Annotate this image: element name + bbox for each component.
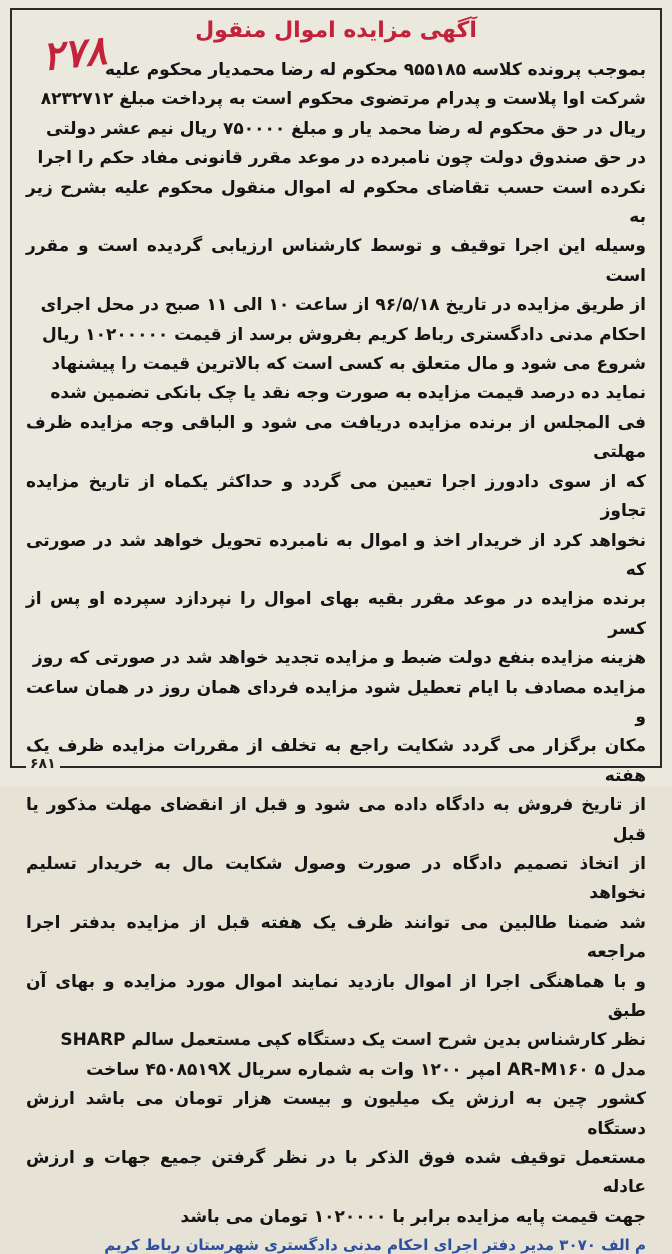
notice-body xyxy=(26,56,646,1232)
notice-title: آگهی مزایده اموال منقول xyxy=(195,18,477,43)
body-line: ریال در حق محکوم له رضا محمد یار و مبلغ ۷۵۰۰۰۰ ریال نیم عشر دولتی xyxy=(46,118,646,139)
body-line: فی المجلس از برنده مزایده دریافت می شود و الباقی وجه مزایده ظرف مهلتی xyxy=(26,412,646,463)
body-line: از تاریخ فروش به دادگاه داده می شود و قبل از انقضای مهلت مذکور یا قبل xyxy=(26,795,646,845)
body-line: نماید ده درصد قیمت مزایده به صورت وجه نقد یا چک بانکی تضمین شده xyxy=(50,383,646,404)
notice-footer-signature: م الف ۳۰۷۰ مدیر دفتر اجرای احکام مدنی دادگستری شهرستان رباط کریم xyxy=(104,1236,646,1254)
body-line: نخواهد کرد از خریدار اخذ و اموال به نامبرده تحویل خواهد شد در صورتی که xyxy=(26,530,646,580)
body-line: شد ضمنا طالبین می توانند ظرف یک هفته قبل از مزایده بدفتر اجرا مراجعه xyxy=(26,912,646,963)
body-line: بموجب پرونده کلاسه ۹۵۵۱۸۵ محکوم له رضا محمدیار محکوم علیه xyxy=(104,60,646,80)
body-line: هزینه مزایده بنفع دولت ضبط و مزایده تجدید خواهد شد در صورتی که روز xyxy=(32,648,646,669)
body-line: شروع می شود و مال متعلق به کسی است که بالاترین قیمت را پیشنهاد xyxy=(51,354,646,375)
body-line: از طریق مزایده در تاریخ ۹۶/۵/۱۸ از ساعت ۱۰ الی ۱۱ صبح در محل اجرای xyxy=(40,295,646,316)
body-line: جهت قیمت پایه مزایده برابر با ۱۰۲۰۰۰۰ تومان می باشد xyxy=(180,1206,646,1227)
body-line: مکان برگزار می گردد شکایت راجع به تخلف از مقررات مزایده ظرف یک هفته xyxy=(26,736,646,786)
body-line: مستعمل توقیف شده فوق الذکر با در نظر گرفتن جمیع جهات و ارزش عادله xyxy=(26,1148,646,1198)
body-line: شرکت اوا پلاست و پدرام مرتضوی محکوم است به پرداخت مبلغ ۸۲۳۲۷۱۲ xyxy=(40,89,646,110)
body-line: مدل AR-M۱۶۰ ۵ امپر ۱۲۰۰ وات به شماره سریال ۴۵۰۸۵۱۹X ساخت xyxy=(86,1059,646,1080)
handwritten-reference-number: ۲۷۸ xyxy=(39,26,109,81)
body-line: و با هماهنگی اجرا از اموال بازدید نمایند اموال مورد مزایده و بهای آن طبق xyxy=(26,971,646,1021)
body-line: وسیله این اجرا توقیف و توسط کارشناس ارزیابی گردیده است و مقرر است xyxy=(26,236,646,286)
auction-notice-box xyxy=(10,8,662,1254)
body-line: مزایده مصادف با ایام تعطیل شود مزایده فردای همان روز در همان ساعت و xyxy=(26,677,646,727)
body-line: نکرده است حسب تقاضای محکوم له اموال منقول محکوم علیه بشرح زیر به xyxy=(26,177,646,228)
body-line: که از سوی دادورز اجرا تعیین می گردد و حداکثر یکماه از تاریخ مزایده تجاوز xyxy=(26,471,646,522)
body-line: احکام مدنی دادگستری رباط کریم بفروش برسد از قیمت ۱۰۲۰۰۰۰۰ ریال xyxy=(42,324,646,345)
body-line: کشور چین به ارزش یک میلیون و بیست هزار تومان می باشد ارزش دستگاه xyxy=(26,1089,646,1139)
body-line: نظر کارشناس بدین شرح است یک دستگاه کپی مستعمل سالم SHARP xyxy=(60,1030,646,1051)
body-line: در حق صندوق دولت چون نامبرده در موعد مقرر قانونی مفاد حکم را اجرا xyxy=(37,148,646,169)
body-line: از اتخاذ تصمیم دادگاه در صورت وصول شکایت مال به خریدار تسلیم نخواهد xyxy=(26,853,646,904)
page-number: ۶۸۱ xyxy=(26,756,60,772)
body-line: برنده مزایده در موعد مقرر بقیه بهای اموال را نپردازد سپرده او پس از کسر xyxy=(26,589,646,639)
